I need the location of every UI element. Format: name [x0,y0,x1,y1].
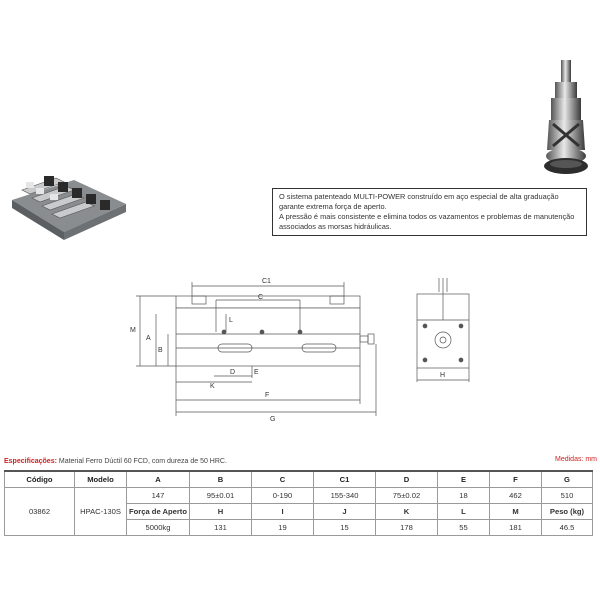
cell-codigo: 03862 [5,488,75,536]
table-cell: 181 [490,520,542,536]
label-k: K [210,383,215,390]
table-cell: 155-340 [314,488,376,504]
table-cell: 510 [542,488,593,504]
col-forca: Força de Aperto [127,504,190,520]
col-i: I [252,504,314,520]
callout-line-1: O sistema patenteado MULTI-POWER construído em aço especial de alta graduação garante extrema força de aperto. [279,192,559,211]
col-j: J [314,504,376,520]
side-view-drawing [405,270,485,390]
col-g: G [542,471,593,488]
table-cell: 95±0.01 [190,488,252,504]
multi-power-unit-photo [535,58,595,176]
spec-line [4,458,227,465]
col-c: C [252,471,314,488]
col-a: A [127,471,190,488]
col-c1: C1 [314,471,376,488]
label-h: H [440,372,446,379]
vise-set-photo [4,152,128,244]
label-d: D [230,369,236,376]
label-c1: C1 [262,278,271,285]
col-e: E [438,471,490,488]
label-l: L [229,317,233,324]
col-m: M [490,504,542,520]
table-row [5,488,593,504]
col-modelo: Modelo [75,471,127,488]
label-e: E [254,369,259,376]
col-b: B [190,471,252,488]
col-peso: Peso (kg) [542,504,593,520]
col-codigo: Código [5,471,75,488]
table-header-row [5,471,593,488]
units-note: Medidas: mm [555,456,598,463]
cell-modelo: HPAC-130S [75,488,127,536]
front-view-drawing [120,270,390,430]
table-cell: 19 [252,520,314,536]
spec-label: Especificações: [4,458,57,465]
feature-callout [272,188,587,236]
table-cell: 46.5 [542,520,593,536]
col-d: D [376,471,438,488]
table-cell: 5000kg [127,520,190,536]
label-a: A [146,335,151,342]
table-cell: 131 [190,520,252,536]
col-k: K [376,504,438,520]
col-h: H [190,504,252,520]
col-f: F [490,471,542,488]
callout-line-2: A pressão é mais consistente e elimina todos os vazamentos e problemas de manutenção associados as morsas hidráulicas. [279,212,575,231]
table-cell: 178 [376,520,438,536]
label-g: G [270,416,276,423]
table-cell: 55 [438,520,490,536]
label-c: C [258,294,264,301]
label-f: F [265,392,270,399]
table-cell: 15 [314,520,376,536]
col-l: L [438,504,490,520]
specs-table [4,470,593,536]
spec-text: Material Ferro Dúctil 60 FCD, com dureza de 50 HRC. [56,458,227,465]
table-cell: 147 [127,488,190,504]
table-cell: 75±0.02 [376,488,438,504]
table-cell: 0-190 [252,488,314,504]
table-cell: 462 [490,488,542,504]
table-cell: 18 [438,488,490,504]
label-b: B [158,347,163,354]
label-m: M [130,327,136,334]
